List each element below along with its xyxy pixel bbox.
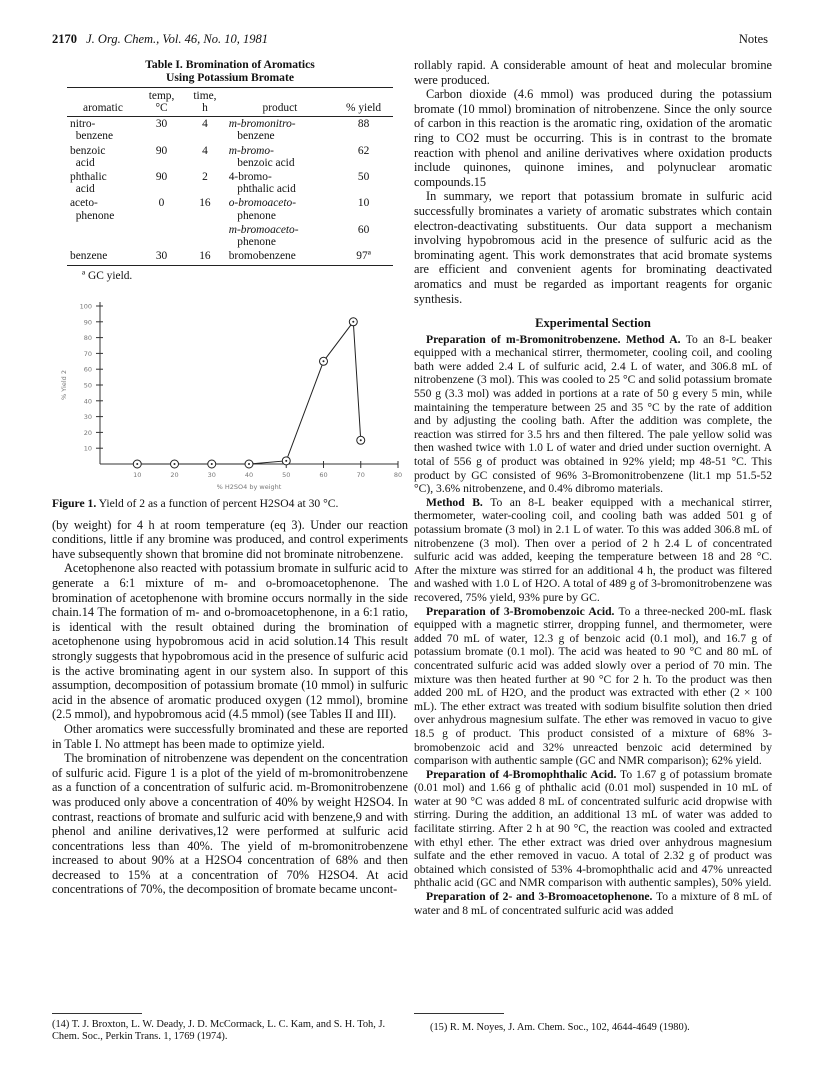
paragraph: In summary, we report that potassium bromate in sulfuric acid successfully brominates a variety of aromatic substrates which contain electron-deactivating substituents. Our data support a mechanism involving hypobromous acid in the presence of sulfuric acid as the brominating agent. This work demonstrates that acid bromate systems are efficient and convenient agents for brominating deactivated aromatics and must be regarded as important reagents for organic synthesis. (414, 189, 772, 306)
x-tick-label: 20 (170, 471, 179, 480)
paragraph: rollably rapid. A considerable amount of heat and molecular bromine were produced. (414, 58, 772, 87)
running-header-left (52, 32, 268, 47)
y-axis-label: % Yield 2 (60, 370, 68, 401)
table-row: m-bromoaceto- phenone 60 (228, 223, 370, 249)
data-point-center (248, 463, 250, 465)
y-tick-label: 100 (79, 302, 92, 311)
y-tick-label: 60 (83, 365, 92, 374)
paragraph: Carbon dioxide (4.6 mmol) was produced during the potassium bromate (10 mmol) bromination of nitrobenzene. Since the only source of carbon in this reaction is the aromatic ring, oxidation of the aromatic ring to CO2 must be occurring. This is in contrast to the bromate reaction with phenol and aniline derivatives where oxidation products include quinones, quinone imines, and polynuclear aromatic compounds.15 (414, 87, 772, 189)
data-point-center (174, 463, 176, 465)
data-point-center (360, 439, 362, 441)
x-tick-label: 60 (319, 471, 328, 480)
col-yield: % yield (334, 87, 393, 116)
data-point-center (285, 460, 287, 462)
experimental-paragraph: Preparation of m-Bromonitrobenzene. Method A. To an 8-L beaker equipped with a mechanical stirrer, thermometer, cooling coil, and cooling bath were added 2.4 L of sulfuric acid, 2.4 L of water, and 306.8 mL of nitrobenzene (3 mol). This was cooled to 25 °C and solid potassium bromate 550 g (3.3 mol) was added in portions at a rate of 50 g every 5 min, while maintaining the temperature between 25 and 35 °C by the rate of addition and by adjusting the cooling bath. After the addition was complete, the reaction was stirred for 3.5 hrs and then filtered. The pale yellow solid was then washed twice with 1.0 L of water and dried under suction overnight. A total of 556 g of product was obtained in 92% yield; mp 48-51 °C. This product by GC consisted of 96% 3-Bromonitrobenzene (lit.1 mp 51.5-52 °C), 3.6% nitrobenzene, and 0.4% dibromo materials. (414, 332, 772, 496)
page-number: 2170 (52, 32, 77, 46)
footnote-rule (52, 1013, 142, 1014)
col-product: product (226, 87, 334, 116)
paragraph: Other aromatics were successfully brominated and these are reported in Table I. No attmept has been made to optimize yield. (52, 721, 408, 751)
y-tick-label: 70 (83, 349, 92, 358)
paragraph: Acetophenone also reacted with potassium bromate in sulfuric acid to generate a 6:1 mixture of m- and o-bromoacetophenone. The bromination of acetophenone with bromine occurs normally in the side chain.14 The formation of m- and o-bromoacetophenone, in a 6:1 ratio, is identical with the result obtained during the bromination of acetophenone using hypobromous acid in acid solution.14 This result strongly suggests that hypobromous acid in the presence of sulfuric acid is the active brominating agent in our system also. In support of this assumption, decomposition of potassium bromate (10 mmol) in sulfuric acid in the absence of aromatic produced oxygen (12 mmol), bromine (2.5 mmol), and hypobromous acid (4.5 mmol) (see Tables II and III). (52, 561, 408, 722)
experimental-paragraph: Preparation of 3-Bromobenzoic Acid. To a three-necked 200-mL flask equipped with a magnetic stirrer, dropping funnel, and thermometer, were added 70 mL of water, 12.3 g of benzoic acid (0.1 mol), and 16.7 g of potassium bromate (0.1 mol). The acid was heated to 90 °C and 80 mL of concentrated sulfuric acid was added slowly over a period of 70 min. The mixture was then heated further at 90 °C for 2 h. To the product was then added 200 mL of H2O, and the product was extracted with ether (2 × 100 mL). The ether extract was treated with sodium bisulfite solution then dried over anhydrous magnesium sulfate. The ether was removed in vacuo to give 18.5 g of product. This product consisted of a mixture of 68% 3-bromobenzoic acid and 32% unreacted benzoic acid determined by comparison with authentic sample (GC and NMR comparison); 62% yield. (414, 604, 772, 768)
y-tick-label: 10 (83, 444, 92, 453)
table-row: benzene 30 16 bromobenzene 97ª (67, 249, 393, 266)
y-tick-label: 50 (83, 381, 92, 390)
y-tick-label: 80 (83, 334, 92, 343)
left-column (52, 58, 408, 897)
col-temp: temp, °C (139, 87, 184, 116)
experimental-paragraph: Method B. To an 8-L beaker equipped with a mechanical stirrer, thermometer, water-cooling coil, and cooling bath was added 501 g of potassium bromate (3 mol) in 2.1 L of water. To this was added 306.8 mL of nitrobenzene (3 mol). Then over a period of 2 h 2.4 L of concentrated sulfuric acid was added, keeping the temperature between 18 and 28 °C. After the mixture was stirred for an additional 4 h, the product was filtered and washed with 1.0 L of H2O. A total of 489 g of 3-bromonitrobenzene was recovered, 75% yield, 93% pure by GC. (414, 495, 772, 604)
figure-caption: Figure 1. Yield of 2 as a function of percent H2SO4 at 30 °C. (52, 497, 339, 511)
table-header-row (67, 87, 393, 116)
paragraph: The bromination of nitrobenzene was dependent on the concentration of sulfuric acid. Figure 1 is a plot of the yield of m-bromonitrobenzene as a function of a concentration of sulfuric acid. m-Bromonitrobenzene was produced only above a concentration of 40% by weight H2SO4. In contrast, reactions of bromate and sulfuric acid with benzene,9 and with phenol and aniline derivatives,12 were performed at sulfuric acid concentrations less than 40%. The yield of m-bromonitrobenzene increased to about 90% at a H2SO4 concentration of 68% and then decreased to 15% at a concentration of 70% H2SO4. At acid concentrations of 70%, the decomposition of bromate became uncont- (52, 751, 408, 897)
series-line (137, 322, 361, 464)
section-title: Experimental Section (535, 316, 651, 331)
table-caption: Table I. Bromination of Aromatics Using Potassium Bromate (145, 58, 315, 85)
y-tick-label: 20 (83, 428, 92, 437)
data-point-center (211, 463, 213, 465)
footnote-rule (414, 1013, 504, 1014)
experimental-paragraph: Preparation of 2- and 3-Bromoacetophenone. To a mixture of 8 mL of water and 8 mL of concentrated sulfuric acid was added (414, 890, 772, 917)
x-tick-label: 50 (282, 471, 291, 480)
right-column (414, 58, 772, 917)
data-point-center (352, 321, 354, 323)
experimental-paragraph: Preparation of 4-Bromophthalic Acid. To 1.67 g of potassium bromate (0.01 mol) and 1.66 g of phthalic acid (0.01 mol) suspended in 10 mL of water at 90 °C was added 8 mL of concentrated sulfuric acid dropwise with stirring. During the addition, an additional 13 mL of water was added to facilitate stirring. After 2 h at 90 °C, the reaction was cooled and extracted with ethyl ether. The ether extract was dried over anhydrous magnesium sulfate and the ether removed in vacuo. A total of 2.32 g of product was obtained which consisted of 53% 4-bromophthalic acid and 47% unreacted phthalic acid (GC and NMR comparison with authentic samples), 50% yield. (414, 767, 772, 890)
table-row: nitro- benzene 30 4 m-bromonitro- benzene 88 (70, 118, 370, 143)
data-point-center (323, 360, 325, 362)
y-tick-label: 30 (83, 413, 92, 422)
y-tick-label: 90 (83, 318, 92, 327)
paragraph: (by weight) for 4 h at room temperature (eq 3). Under our reaction conditions, little if any bromine was produced, and control experiments have subsequently shown that bromine did not brominate nitrobenzene. (52, 517, 408, 561)
x-tick-label: 80 (393, 471, 403, 480)
table-row: aceto- phenone 0 16 o-bromoaceto- phenone 10 (70, 197, 370, 222)
table-row: phthalic acid 90 2 4-bromo- phthalic acid 50 (70, 171, 370, 196)
col-aromatic: aromatic (67, 87, 139, 116)
bromination-table (67, 87, 393, 267)
section-header: Notes (738, 32, 768, 46)
yield-chart (52, 294, 408, 494)
x-tick-label: 10 (133, 471, 142, 480)
x-axis-label: % H2SO4 by weight (216, 483, 282, 492)
footnote-14: (14) T. J. Broxton, L. W. Deady, J. D. McCormack, L. C. Kam, and S. H. Toh, J. Chem. Soc., Perkin Trans. 1, 1769 (1974). (52, 1019, 386, 1042)
figure-1 (52, 294, 408, 494)
journal-citation: J. Org. Chem., Vol. 46, No. 10, 1981 (86, 32, 268, 46)
table-footnote: ª GC yield. (82, 270, 133, 283)
x-tick-label: 40 (244, 471, 254, 480)
y-tick-label: 40 (83, 397, 92, 406)
col-time: time, h (184, 87, 226, 116)
data-point-center (136, 463, 138, 465)
footnote-15: (15) R. M. Noyes, J. Am. Chem. Soc., 102, 4644-4649 (1980). (430, 1022, 690, 1033)
x-tick-label: 30 (207, 471, 216, 480)
x-tick-label: 70 (356, 471, 365, 480)
table-row: benzoic acid 90 4 m-bromo- benzoic acid 62 (70, 144, 370, 169)
